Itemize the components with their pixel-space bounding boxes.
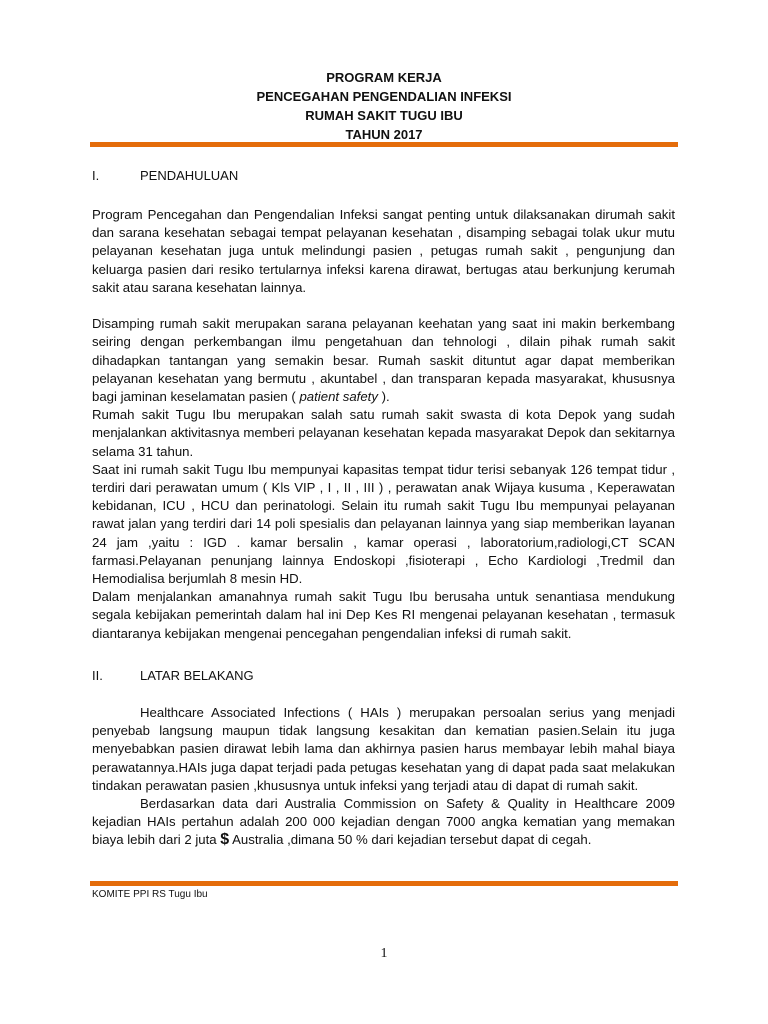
section-1-paragraph-1: Program Pencegahan dan Pengendalian Infeksi sangat penting untuk dilaksanakan dirumah sakit dan sarana kesehatan sebagai tempat pelayanan kesehatan , disamping sebagai tolak ukur mutu pelayanan kesehatan juga untuk melindungi pasien , petugas rumah sakit , pengunjung dan keluarga pasien dari resiko tertularnya infeksi karena dirawat, bertugas atau berkunjung kerumah sakit atau sarana kesehatan lainnya.	[92, 207, 675, 295]
section-1-paragraph-4: Saat ini rumah sakit Tugu Ibu mempunyai kapasitas tempat tidur terisi sebanyak 126 tempat tidur , terdiri dari perawatan umum ( Kls VIP , I , II , III ) , perawatan anak Wijaya kusuma , Keperawatan kebidanan, ICU , HCU dan perinatologi. Selain itu rumah sakit Tugu Ibu mempunyai pelayanan rawat jalan yang terdiri dari 14 poli spesialis dan pelayanan lainnya yang siap memberikan layanan 24 jam ,yaitu : IGD . kamar bersalin , kamar operasi , laboratorium,radiologi,CT SCAN farmasi.Pelayanan penunjang lainnya Endoskopi ,fisioterapi , Echo Kardiologi ,Tredmil dan Hemodialisa berjumlah 8 mesin HD.	[92, 461, 675, 587]
paragraph-2-text: Disamping rumah sakit merupakan sarana pelayanan keehatan yang saat ini makin berkembang seiring dengan perkembangan ilmu pengetahuan dan tehnologi , dilain pihak rumah sakit dihadapkan tantangan yang semakin besar. Rumah saskit dituntut agar dapat memberikan pelayanan kesehatan yang bermutu , akuntabel , dan transparan kepada masyarakat, khususnya bagi jaminan keselamatan pasien (	[92, 316, 675, 405]
dollar-symbol: $	[220, 831, 230, 849]
title-line-3: RUMAH SAKIT TUGU IBU	[305, 108, 463, 123]
section-2-body	[92, 704, 675, 850]
title-line-4: TAHUN 2017	[345, 127, 423, 142]
header-divider	[90, 142, 678, 147]
section-1-paragraph-5: Dalam menjalankan amanahnya rumah sakit Tugu Ibu berusaha untuk senantiasa mendukung segala kebijakan pemerintah dalam hal ini Dep Kes RI mengenai pelayanan kesehatan , termasuk diantaranya kebijakan mengenai pencegahan pengendalian infeksi di rumah sakit.	[92, 589, 675, 641]
section-1-paragraph-2	[92, 315, 675, 406]
section-1-number: I.	[92, 168, 100, 183]
paragraph-text: Berdasarkan data dari Australia Commission on Safety & Quality in Healthcare 2009 kejadian HAIs pertahun adalah 200 000 kejadian dengan 7000 angka kematian yang memakan biaya lebih dari 2 juta	[92, 796, 675, 848]
section-2-title: LATAR BELAKANG	[140, 668, 254, 683]
section-2-paragraph-2	[92, 795, 675, 850]
paragraph-end: Australia ,dimana 50 % dari kejadian tersebut dapat di cegah.	[229, 832, 592, 848]
paragraph-2-end: ).	[377, 389, 390, 405]
section-2-paragraph-1: Healthcare Associated Infections ( HAIs ) merupakan persoalan serius yang menjadi penyebab langsung maupun tidak langsung kesakitan dan kematian pasien.Selain itu juga menyebabkan pasien dirawat lebih lama dan akhirnya pasien harus membayar lebih mahal biaya perawatannya.HAIs juga dapat terjadi pada petugas kesehatan yang di dapat pada saat melakukan tindakan perawatan pasien ,khususnya untuk infeksi yang terjadi atau di dapat di rumah sakit.	[92, 705, 675, 793]
document-title	[90, 68, 678, 144]
section-1-body	[92, 206, 675, 643]
section-1-title: PENDAHULUAN	[140, 168, 239, 183]
page-number: 1	[380, 946, 388, 961]
title-line-1: PROGRAM KERJA	[326, 70, 442, 85]
section-2-number: II.	[92, 668, 103, 683]
footer-divider	[90, 881, 678, 886]
footer-text: KOMITE PPI RS Tugu Ibu	[92, 889, 208, 900]
section-2-heading	[92, 667, 254, 685]
section-1-paragraph-3: Rumah sakit Tugu Ibu merupakan salah satu rumah sakit swasta di kota Depok yang sudah menjalankan aktivitasnya memberi pelayanan kesehatan kepada masyarakat Depok dan sekitarnya selama 31 tahun.	[92, 407, 675, 459]
section-1-heading	[92, 167, 238, 185]
title-line-2: PENCEGAHAN PENGENDALIAN INFEKSI	[256, 89, 512, 104]
patient-safety-term: patient safety	[299, 389, 378, 405]
